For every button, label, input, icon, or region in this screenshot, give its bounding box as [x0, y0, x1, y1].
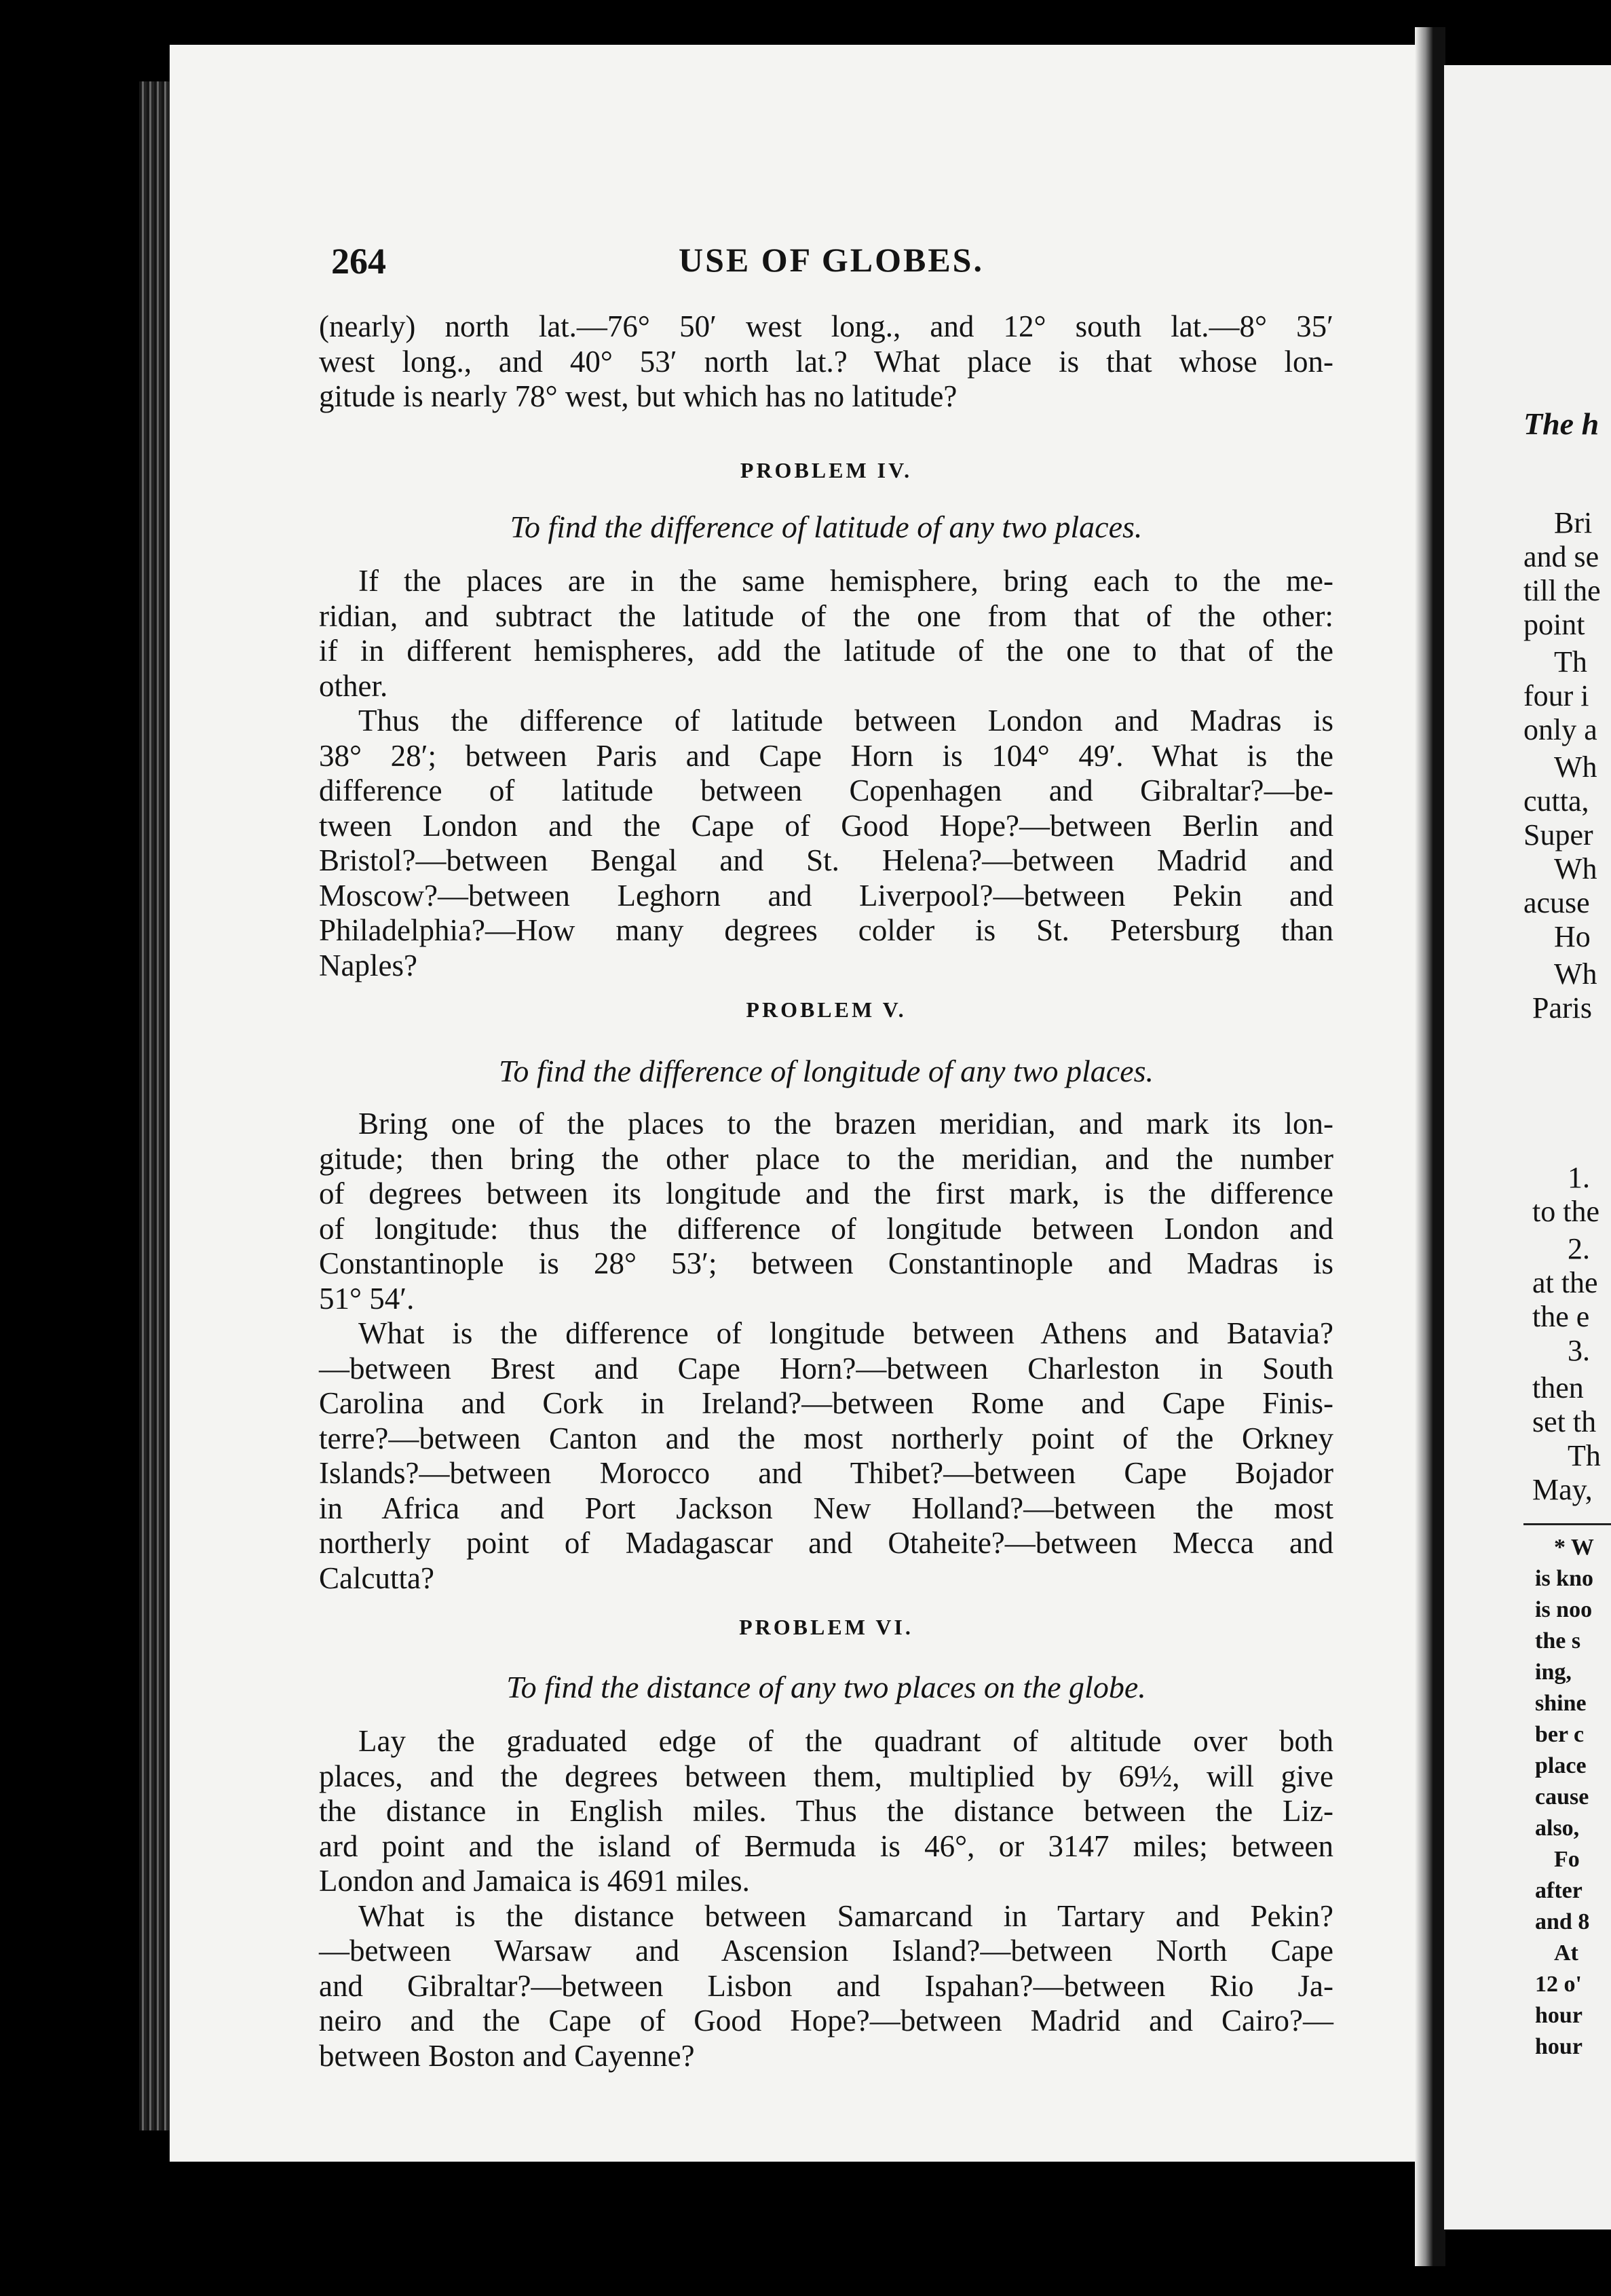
- right-page-fragment: Ho: [1554, 920, 1591, 953]
- right-page-fragment: place: [1535, 1753, 1587, 1778]
- paragraph-line: ard point and the island of Bermuda is 46°, or 3147 miles; between: [319, 1829, 1333, 1863]
- footnote-rule: [1523, 1523, 1611, 1525]
- book-gutter: [1415, 27, 1445, 2266]
- right-page-fragment: four i: [1523, 679, 1589, 712]
- paragraph-line: gitude is nearly 78° west, but which has no latitude?: [319, 379, 958, 413]
- paragraph-line: difference of latitude between Copenhagen and Gibraltar?—be-: [319, 773, 1333, 807]
- right-page-fragment: * W: [1554, 1535, 1594, 1560]
- right-page-fragment: ber c: [1535, 1722, 1585, 1747]
- right-page-fragment: Fo: [1554, 1847, 1580, 1872]
- paragraph-line: —between Brest and Cape Horn?—between Charleston in South: [319, 1351, 1333, 1385]
- right-page-fragment: hour: [1535, 2003, 1582, 2028]
- right-page-fragment: May,: [1532, 1473, 1593, 1506]
- page-edge-shadow: [139, 81, 173, 2130]
- paragraph-line: 38° 28′; between Paris and Cape Horn is 104° 49′. What is the: [319, 738, 1333, 773]
- paragraph-line: —between Warsaw and Ascension Island?—between North Cape: [319, 1934, 1333, 1968]
- paragraph-line: If the places are in the same hemisphere, bring each to the me-: [358, 564, 1333, 598]
- paragraph-line: What is the difference of longitude between Athens and Batavia?: [358, 1316, 1333, 1350]
- paragraph-line: and Gibraltar?—between Lisbon and Ispahan?—between Rio Ja-: [319, 1968, 1333, 2003]
- right-page-fragment: 3.: [1568, 1334, 1590, 1367]
- right-page-title-fragment: The h: [1523, 406, 1599, 441]
- problem-heading: PROBLEM IV.: [740, 458, 913, 482]
- paragraph-line: Constantinople is 28° 53′; between Constantinople and Madras is: [319, 1246, 1333, 1280]
- paragraph-line: of longitude: thus the difference of longitude between London and: [319, 1211, 1333, 1246]
- problem-subtitle: To find the distance of any two places on the globe.: [506, 1670, 1146, 1704]
- right-page-fragment: Wh: [1554, 957, 1597, 991]
- right-page-fragment: Super: [1523, 818, 1593, 852]
- paragraph-line: of degrees between its longitude and the first mark, is the difference: [319, 1176, 1333, 1210]
- paragraph-line: Lay the graduated edge of the quadrant of altitude over both: [358, 1724, 1333, 1758]
- right-page-fragment: At: [1554, 1940, 1578, 1966]
- right-page-fragment: hour: [1535, 2034, 1582, 2059]
- paragraph-line: terre?—between Canton and the most northerly point of the Orkney: [319, 1421, 1333, 1455]
- right-page-fragment: acuse: [1523, 886, 1590, 919]
- right-page-fragment: cutta,: [1523, 784, 1589, 818]
- right-page-fragment: also,: [1535, 1816, 1580, 1841]
- right-page-fragment: is kno: [1535, 1566, 1593, 1591]
- paragraph-line: Philadelphia?—How many degrees colder is St. Petersburg than: [319, 913, 1333, 947]
- right-page-fragment: and se: [1523, 540, 1599, 573]
- paragraph-line: ridian, and subtract the latitude of the one from that of the other:: [319, 598, 1333, 633]
- right-page-fragment: Wh: [1554, 852, 1597, 885]
- paragraph-line: places, and the degrees between them, multiplied by 69½, will give: [319, 1759, 1333, 1793]
- right-page-fragment: after: [1535, 1878, 1582, 1903]
- right-page-fragment: till the: [1523, 574, 1601, 607]
- paragraph-line: Thus the difference of latitude between London and Madras is: [358, 704, 1333, 738]
- paragraph-line: the distance in English miles. Thus the distance between the Liz-: [319, 1794, 1333, 1828]
- right-page-fragment: point: [1523, 608, 1585, 641]
- right-page-fragment: ing,: [1535, 1660, 1572, 1685]
- right-page-fragment: Bri: [1554, 506, 1593, 539]
- paragraph-line: in Africa and Port Jackson New Holland?—between the most: [319, 1491, 1333, 1525]
- right-page-fragment: cause: [1535, 1784, 1589, 1810]
- right-page-fragment: only a: [1523, 713, 1597, 746]
- right-page: [1444, 65, 1611, 2230]
- right-page-fragment: Paris: [1532, 991, 1592, 1025]
- paragraph-line: Carolina and Cork in Ireland?—between Rome and Cape Finis-: [319, 1386, 1333, 1420]
- page-number: 264: [331, 241, 386, 282]
- paragraph-line: London and Jamaica is 4691 miles.: [319, 1864, 750, 1898]
- paragraph-line: between Boston and Cayenne?: [319, 2038, 695, 2073]
- paragraph-line: west long., and 40° 53′ north lat.? What place is that whose lon-: [319, 344, 1333, 379]
- right-page-fragment: Wh: [1554, 750, 1597, 784]
- right-page-fragment: the e: [1532, 1300, 1590, 1333]
- right-page-fragment: the s: [1535, 1628, 1581, 1653]
- paragraph-line: Moscow?—between Leghorn and Liverpool?—between Pekin and: [319, 878, 1333, 913]
- right-page-fragment: to the: [1532, 1195, 1599, 1228]
- right-page-fragment: set th: [1532, 1405, 1597, 1438]
- right-page-fragment: 2.: [1568, 1232, 1590, 1265]
- paragraph-line: (nearly) north lat.—76° 50′ west long., and 12° south lat.—8° 35′: [319, 309, 1333, 343]
- right-page-fragment: Th: [1568, 1439, 1601, 1472]
- problem-subtitle: To find the difference of longitude of any two places.: [498, 1054, 1154, 1088]
- paragraph-line: gitude; then bring the other place to the meridian, and the number: [319, 1141, 1333, 1176]
- problem-heading: PROBLEM VI.: [739, 1615, 913, 1639]
- problem-heading: PROBLEM V.: [746, 997, 907, 1022]
- right-page-fragment: Th: [1554, 645, 1587, 678]
- paragraph-line: if in different hemispheres, add the latitude of the one to that of the: [319, 634, 1333, 668]
- paragraph-line: 51° 54′.: [319, 1281, 415, 1316]
- paragraph-line: Naples?: [319, 948, 417, 982]
- paragraph-line: What is the distance between Samarcand in Tartary and Pekin?: [358, 1898, 1333, 1933]
- paragraph-line: other.: [319, 668, 388, 703]
- paragraph-line: Calcutta?: [319, 1561, 434, 1595]
- right-page-fragment: then: [1532, 1371, 1584, 1404]
- paragraph-line: northerly point of Madagascar and Otaheite?—between Mecca and: [319, 1526, 1333, 1560]
- paragraph-line: Islands?—between Morocco and Thibet?—between Cape Bojador: [319, 1456, 1333, 1490]
- running-head: USE OF GLOBES.: [679, 241, 984, 279]
- problem-subtitle: To find the difference of latitude of any two places.: [510, 510, 1143, 544]
- paragraph-line: neiro and the Cape of Good Hope?—between Madrid and Cairo?—: [319, 2004, 1333, 2037]
- right-page-fragment: 1.: [1568, 1161, 1590, 1194]
- paragraph-line: tween London and the Cape of Good Hope?—between Berlin and: [319, 808, 1333, 843]
- right-page-fragment: at the: [1532, 1266, 1598, 1299]
- paragraph-line: Bristol?—between Bengal and St. Helena?—between Madrid and: [319, 843, 1333, 877]
- paragraph-line: Bring one of the places to the brazen meridian, and mark its lon-: [358, 1107, 1333, 1141]
- right-page-fragment: 12 o': [1535, 1972, 1582, 1997]
- right-page-fragment: shine: [1535, 1691, 1587, 1716]
- right-page-fragment: and 8: [1535, 1909, 1590, 1934]
- right-page-fragment: is noo: [1535, 1597, 1593, 1622]
